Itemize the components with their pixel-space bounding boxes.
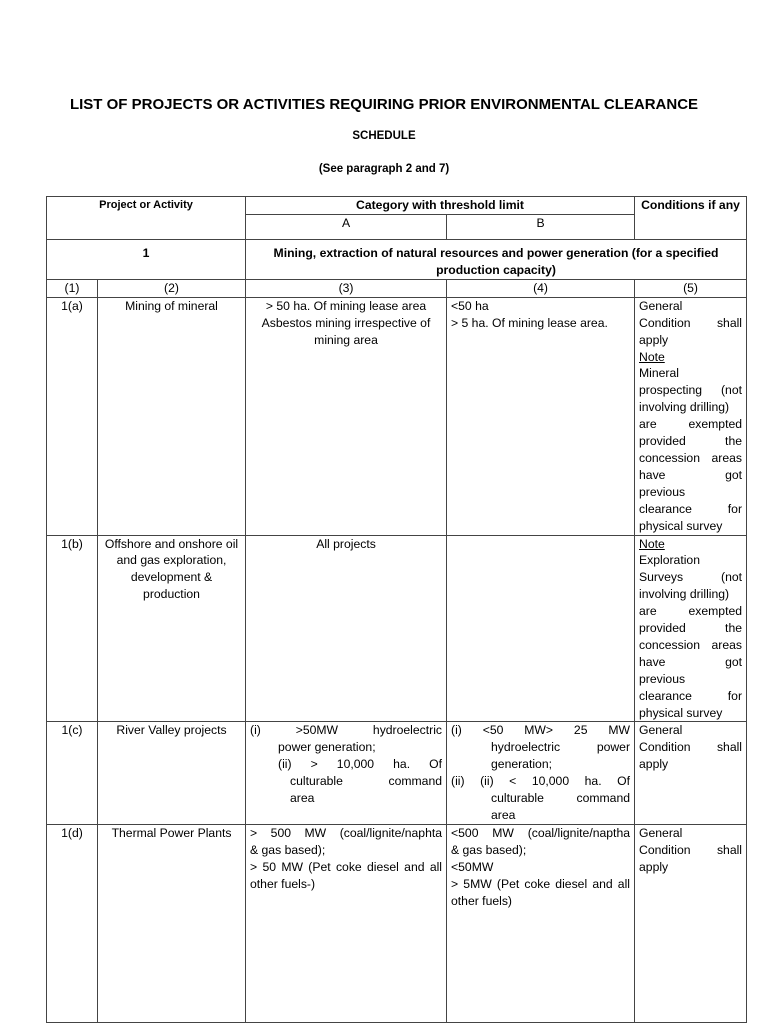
category-a-cell [246, 297, 447, 535]
cell-line: apply [639, 332, 669, 347]
section-number: 1 [47, 239, 246, 279]
cell-line: involving drilling) [639, 400, 730, 415]
cell-line: concession areas [639, 637, 743, 652]
cell-line: > 5MW (Pet coke diesel and all [451, 876, 631, 891]
cell-line: area [491, 808, 516, 822]
schedule-table [46, 196, 747, 1023]
cell-line: apply [639, 757, 669, 772]
conditions-cell [635, 824, 747, 1022]
conditions-cell [635, 722, 747, 824]
category-b-cell [447, 722, 635, 824]
table-row [47, 297, 747, 535]
project-name: Thermal Power Plants [98, 824, 246, 1022]
header-project: Project or Activity [47, 197, 246, 240]
cell-line: provided the [639, 621, 743, 636]
cell-line: culturable command [290, 774, 443, 789]
conditions-cell [635, 535, 747, 722]
cell-line: (ii) > 10,000 ha. Of [278, 757, 443, 772]
col-num: (4) [447, 279, 635, 297]
cell-line: hydroelectric power [491, 740, 631, 755]
cell-line: (ii) (ii) < 10,000 ha. Of [451, 774, 631, 789]
cell-line: & gas based); [250, 842, 326, 857]
cell-line: power generation; [278, 740, 376, 755]
cell-line: > 50 MW (Pet coke diesel and all [250, 859, 443, 874]
col-num: (3) [246, 279, 447, 297]
cell-line: > 5 ha. Of mining lease area. [451, 315, 608, 330]
cell-line: previous [639, 484, 686, 499]
cell-line: Asbestos mining irrespective of [261, 315, 431, 330]
table-row [47, 535, 747, 722]
cell-line: Note [639, 349, 665, 364]
cell-line: other fuels-) [250, 876, 316, 891]
cell-line: mining area [314, 332, 378, 347]
row-id: 1(b) [47, 535, 98, 722]
header-category-a: A [246, 214, 447, 239]
table-row [47, 722, 747, 824]
cell-line: <50MW [451, 859, 494, 874]
header-category: Category with threshold limit [246, 197, 635, 215]
category-b-cell [447, 824, 635, 1022]
cell-line: Condition shall [639, 740, 743, 755]
cell-line: have got [639, 654, 743, 669]
category-a-cell [246, 535, 447, 722]
row-id: 1(d) [47, 824, 98, 1022]
cell-line: Surveys (not [639, 570, 743, 585]
cell-line: > 50 ha. Of mining lease area [265, 298, 427, 313]
cell-line: previous [639, 671, 686, 686]
cell-line: All projects [316, 536, 376, 551]
header-conditions: Conditions if any [635, 197, 747, 240]
cell-line: <500 MW (coal/lignite/naptha [451, 825, 631, 840]
category-a-cell [246, 824, 447, 1022]
cell-line: General [639, 298, 683, 313]
col-num: (2) [98, 279, 246, 297]
cell-line: concession areas [639, 450, 743, 465]
cell-line: (i) >50MW hydroelectric [250, 723, 443, 738]
table-row [47, 824, 747, 1022]
category-a-cell [246, 722, 447, 824]
project-name: Mining of mineral [98, 297, 246, 535]
conditions-cell [635, 297, 747, 535]
cell-line: generation; [491, 757, 553, 772]
column-number-row [47, 279, 747, 297]
cell-line: apply [639, 859, 669, 874]
cell-line: provided the [639, 434, 743, 449]
cell-line: clearance for [639, 501, 743, 516]
cell-line: Mineral [639, 366, 679, 381]
col-num: (5) [635, 279, 747, 297]
row-id: 1(a) [47, 297, 98, 535]
schedule-heading: SCHEDULE [352, 130, 416, 142]
project-name: River Valley projects [98, 722, 246, 824]
category-b-cell [447, 297, 635, 535]
cell-line: are exempted [639, 417, 743, 432]
cell-line: Condition shall [639, 315, 743, 330]
cell-line: (i) <50 MW> 25 MW [451, 723, 631, 738]
cell-line: area [290, 791, 315, 806]
cell-line: culturable command [491, 791, 631, 806]
cell-line: General [639, 723, 683, 738]
col-num: (1) [47, 279, 98, 297]
cell-line: prospecting (not [639, 383, 743, 398]
project-name: Offshore and onshore oil and gas exploration, development & production [98, 535, 246, 722]
cell-line: > 500 MW (coal/lignite/naphta [250, 825, 443, 840]
cell-line: physical survey [639, 705, 723, 720]
cell-line: have got [639, 467, 743, 482]
cell-line: General [639, 825, 683, 840]
cell-line: physical survey [639, 518, 723, 533]
cell-line: involving drilling) [639, 587, 730, 602]
cell-line: other fuels) [451, 893, 512, 908]
document-title: LIST OF PROJECTS OR ACTIVITIES REQUIRING PRIOR ENVIRONMENTAL CLEARANCE [69, 96, 699, 113]
cell-line: Condition shall [639, 842, 743, 857]
section-title: Mining, extraction of natural resources and power generation (for a specified production capacity) [246, 239, 747, 279]
paragraph-reference: (See paragraph 2 and 7) [318, 163, 450, 175]
cell-line: Note [639, 536, 665, 551]
cell-line: <50 ha [451, 298, 489, 313]
cell-line: Exploration [639, 553, 700, 568]
row-id: 1(c) [47, 722, 98, 824]
category-b-cell [447, 535, 635, 722]
cell-line: are exempted [639, 604, 743, 619]
cell-line: & gas based); [451, 842, 527, 857]
header-category-b: B [447, 214, 635, 239]
cell-line: clearance for [639, 688, 743, 703]
